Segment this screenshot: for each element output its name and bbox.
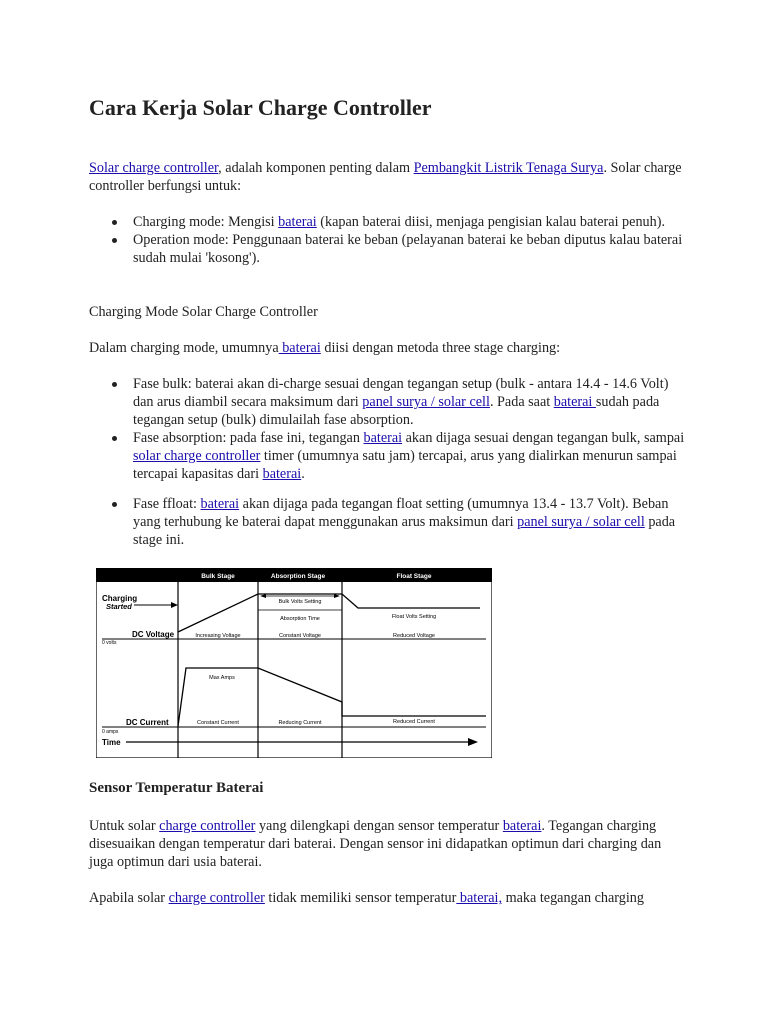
label-constant-voltage: Constant Voltage: [279, 633, 321, 639]
stage-list: [89, 375, 685, 483]
label-started: Started: [106, 602, 132, 611]
link-baterai[interactable]: baterai,: [456, 890, 503, 906]
label-reduced-current: Reduced Current: [393, 719, 435, 725]
item-text: sudah pada tegangan setup (bulk) dimulailah fase absorption.: [133, 394, 660, 428]
para-text: . Tegangan charging disesuaikan dengan temperatur dari baterai. Dengan sensor ini didapatkan optimun dari charging dan juga optimun dari usia baterai.: [89, 818, 662, 870]
list-item: [89, 429, 685, 483]
link-baterai[interactable]: baterai: [502, 818, 542, 834]
label-bulk-volts-setting: Bulk Volts Setting: [278, 599, 322, 605]
item-text: timer (umumnya satu jam) tercapai, arus yang dialirkan menurun sampai tercapai kapasitas dari: [133, 448, 677, 482]
section-subheading: Charging Mode Solar Charge Controller: [89, 304, 318, 320]
para-text: maka tegangan charging: [502, 890, 644, 906]
para-text: Dalam charging mode, umumnya: [89, 340, 279, 356]
article-title: Cara Kerja Solar Charge Controller: [89, 95, 432, 120]
item-text: akan dijaga sesuai dengan tegangan bulk, sampai: [402, 430, 685, 446]
label-zero-amps: 0 amps: [102, 729, 119, 735]
list-item: [89, 375, 685, 429]
stage-list-float: [89, 495, 685, 549]
label-float-volts-setting: Float Volts Setting: [391, 614, 437, 620]
link-baterai[interactable]: baterai: [363, 430, 403, 446]
link-baterai[interactable]: baterai: [262, 466, 302, 482]
item-text: akan dijaga pada tegangan float setting (umumnya 13.4 - 13.7 Volt). Beban yang terhubung ke baterai dapat menggunakan arus maksimun dari: [133, 496, 669, 530]
intro-text-2: . Solar charge controller berfungsi untuk:: [89, 160, 682, 194]
link-baterai[interactable]: baterai: [200, 496, 240, 512]
header-absorption-stage: Absorption Stage: [270, 573, 326, 580]
item-text: (kapan baterai diisi, menjaga pengisian kalau baterai penuh).: [316, 214, 665, 230]
link-solar-charge-controller[interactable]: Solar charge controller: [89, 160, 219, 176]
para-text: Apabila solar: [89, 890, 169, 906]
para-text: Untuk solar: [89, 818, 160, 834]
sensor-heading: Sensor Temperatur Baterai: [89, 780, 264, 796]
label-increasing-voltage: Increasing Voltage: [195, 633, 241, 639]
function-list: [89, 213, 685, 267]
list-item: [89, 231, 685, 267]
para-text: tidak memiliki sensor temperatur: [264, 890, 457, 906]
item-text: Fase bulk: baterai akan di-charge sesuai dengan tegangan setup (bulk - antara 14.4 - 14.6 Volt) dan arus diambil secara maksimum dari: [133, 376, 669, 410]
label-zero-volts: 0 volts: [102, 640, 117, 646]
item-text: Charging mode: Mengisi: [133, 214, 279, 230]
label-constant-current: Constant Current: [197, 720, 239, 726]
link-charge-controller[interactable]: charge controller: [168, 890, 265, 906]
list-item: [89, 213, 685, 231]
sensor-paragraph-2: [89, 889, 685, 907]
link-charge-controller[interactable]: charge controller: [159, 818, 256, 834]
intro-paragraph: [89, 159, 685, 195]
item-text: Fase ffloat:: [133, 496, 201, 512]
list-item: [89, 495, 685, 549]
label-charging: Charging: [102, 594, 138, 603]
header-bulk-stage: Bulk Stage: [201, 573, 235, 580]
item-text: Operation mode: Penggunaan baterai ke beban (pelayanan baterai ke beban diputus kalau baterai sudah mulai 'kosong').: [133, 232, 683, 266]
label-absorption-time: Absorption Time: [280, 616, 320, 622]
para-text: yang dilengkapi dengan sensor temperatur: [255, 818, 503, 834]
item-text: . Pada saat: [489, 394, 554, 410]
label-max-amps: Max Amps: [209, 675, 235, 681]
item-text: pada stage ini.: [133, 514, 676, 548]
header-float-stage: Float Stage: [396, 573, 432, 580]
link-pembangkit-listrik[interactable]: Pembangkit Listrik Tenaga Surya: [413, 160, 604, 176]
link-baterai[interactable]: baterai: [278, 340, 321, 356]
label-dc-voltage: DC Voltage: [132, 630, 175, 639]
link-panel-surya[interactable]: panel surya / solar cell: [362, 394, 490, 410]
item-text: .: [301, 466, 305, 482]
para-text: diisi dengan metoda three stage charging:: [320, 340, 561, 356]
label-reduced-voltage: Reduced Voltage: [393, 633, 435, 639]
link-baterai[interactable]: baterai: [278, 214, 317, 230]
item-text: Fase absorption: pada fase ini, tegangan: [133, 430, 364, 446]
intro-text-1: , adalah komponen penting dalam: [218, 160, 414, 176]
diagram-frame: [96, 568, 492, 758]
link-baterai[interactable]: baterai: [553, 394, 596, 410]
label-dc-current: DC Current: [126, 718, 169, 727]
three-stage-charging-diagram: [96, 568, 492, 758]
link-solar-charge-controller[interactable]: solar charge controller: [133, 448, 261, 464]
label-reducing-current: Reducing Current: [278, 720, 322, 726]
link-panel-surya[interactable]: panel surya / solar cell: [517, 514, 645, 530]
label-time: Time: [102, 738, 121, 747]
sensor-paragraph-1: [89, 817, 685, 871]
charging-intro-paragraph: [89, 339, 685, 357]
